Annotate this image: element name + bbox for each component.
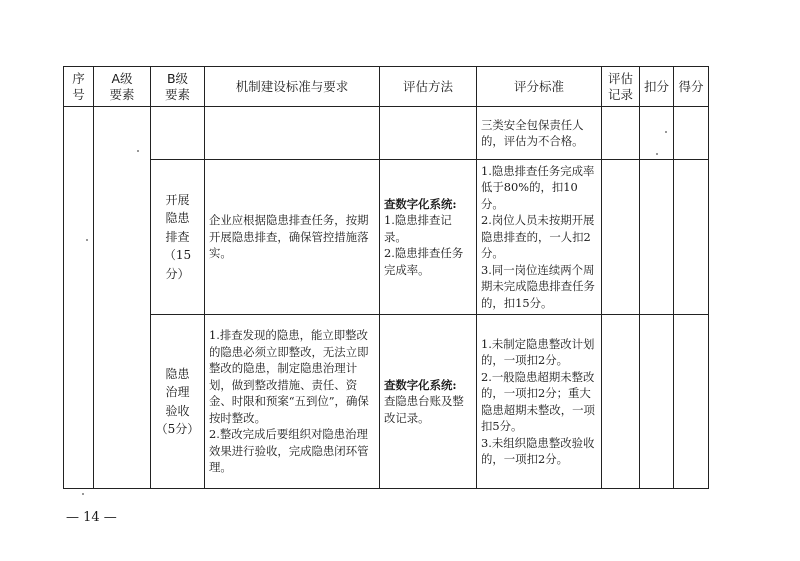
seq-cell: [64, 107, 94, 489]
header-deduct: 扣分: [640, 67, 674, 107]
header-row: [64, 67, 709, 107]
header-record: 评估 记录: [602, 67, 640, 107]
deduct-cell: [640, 160, 674, 315]
scan-speck: [656, 153, 658, 155]
record-cell: [602, 315, 640, 489]
method-cell: 查数字化系统: 1.隐患排查记录。 2.隐患排查任务完成率。: [380, 160, 477, 315]
header-criteria: 评分标准: [477, 67, 602, 107]
level-a-cell: [94, 107, 151, 489]
record-cell: [602, 107, 640, 160]
level-b-cell: 开展 隐患 排查 （15 分）: [151, 160, 205, 315]
level-b-cell: [151, 107, 205, 160]
header-seq: 序 号: [64, 67, 94, 107]
deduct-cell: [640, 107, 674, 160]
level-b-cell: 隐患 治理 验收 （5分）: [151, 315, 205, 489]
mechanism-cell: [205, 107, 380, 160]
criteria-cell: 1.隐患排查任务完成率低于80%的，扣10分。 2.岗位人员未按期开展隐患排查的，一人扣2分。 3.同一岗位连续两个周期未完成隐患排查任务的，扣15分。: [477, 160, 602, 315]
evaluation-table: [63, 66, 709, 489]
record-cell: [602, 160, 640, 315]
header-level-a: A级 要素: [94, 67, 151, 107]
score-cell: [674, 107, 709, 160]
mechanism-cell: 1.排查发现的隐患，能立即整改的隐患必须立即整改，无法立即整改的隐患，制定隐患治理计划，做到整改措施、责任、资金、时限和预案“五到位”，确保按时整改。 2.整改完成后要组织对隐患治理效果进行验收，完成隐患闭环管理。: [205, 315, 380, 489]
deduct-cell: [640, 315, 674, 489]
scan-speck: [665, 131, 667, 133]
table-row: [64, 315, 709, 489]
page-number: — 14 —: [66, 510, 117, 525]
header-score: 得分: [674, 67, 709, 107]
method-cell: 查数字化系统: 查隐患台账及整改记录。: [380, 315, 477, 489]
mechanism-cell: 企业应根据隐患排查任务，按期开展隐患排查，确保管控措施落实。: [205, 160, 380, 315]
criteria-cell: 三类安全包保责任人的，评估为不合格。: [477, 107, 602, 160]
method-cell: [380, 107, 477, 160]
score-cell: [674, 315, 709, 489]
header-level-b: B级 要素: [151, 67, 205, 107]
table-row: [64, 160, 709, 315]
criteria-cell: 1.未制定隐患整改计划的，一项扣2分。 2.一般隐患超期未整改的，一项扣2分；重大隐患超期未整改，一项扣5分。 3.未组织隐患整改验收的，一项扣2分。: [477, 315, 602, 489]
table-row: [64, 107, 709, 160]
scan-speck: [86, 239, 88, 241]
header-method: 评估方法: [380, 67, 477, 107]
header-mechanism: 机制建设标准与要求: [205, 67, 380, 107]
score-cell: [674, 160, 709, 315]
scan-speck: [82, 493, 84, 495]
scan-speck: [137, 150, 139, 152]
